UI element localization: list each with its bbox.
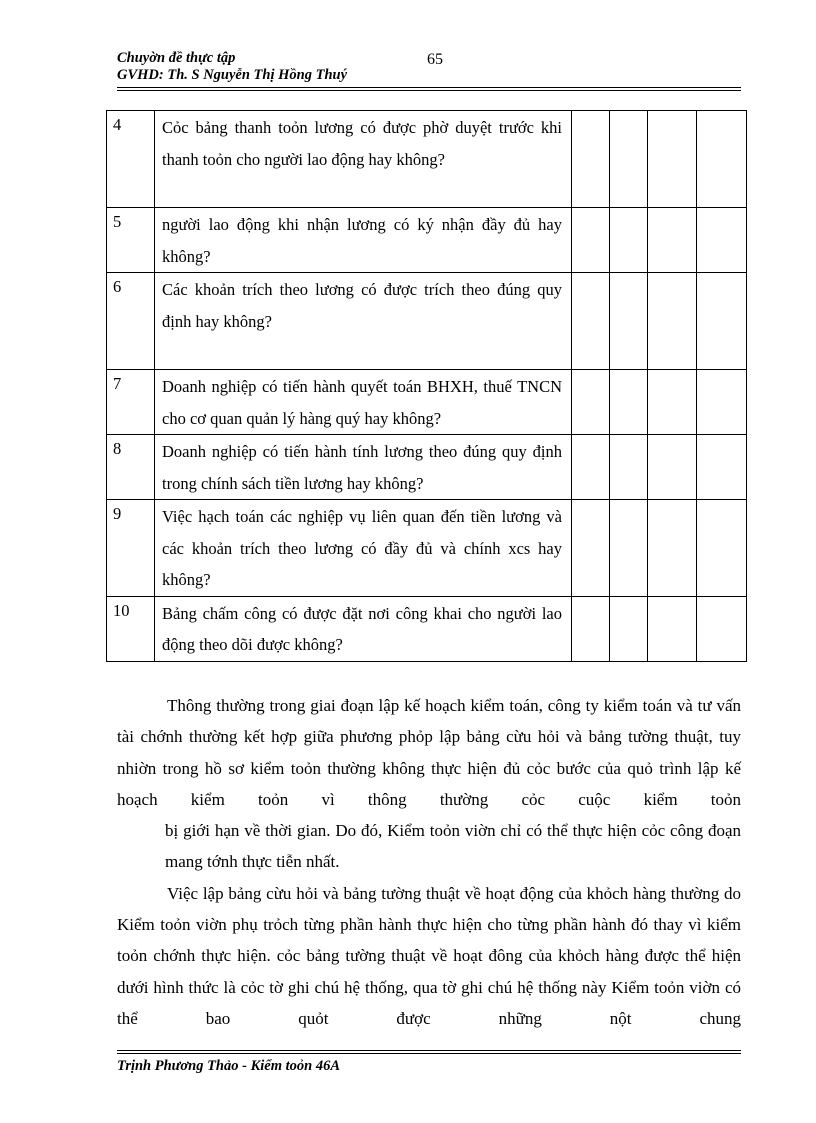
- header-divider: [117, 87, 741, 91]
- answer-cell: [697, 596, 747, 661]
- page-footer: Trịnh Phương Thảo - Kiểm toỏn 46A: [117, 1058, 341, 1074]
- answer-cell: [610, 596, 648, 661]
- answer-cell: [610, 500, 648, 597]
- question-text: Doanh nghiệp có tiến hành tính lương theo đúng quy định trong chính sách tiền lương hay không?: [155, 435, 572, 500]
- table-row: [107, 500, 747, 597]
- row-number: 8: [107, 435, 155, 500]
- body-text: [117, 690, 741, 1034]
- question-text: Doanh nghiệp có tiến hành quyết toán BHXH, thuế TNCN cho cơ quan quản lý hàng quý hay không?: [155, 370, 572, 435]
- table-row: [107, 435, 747, 500]
- answer-cell: [610, 370, 648, 435]
- question-text: Cỏc bảng thanh toỏn lương có được phờ duyệt trước khi thanh toỏn cho người lao động hay không?: [155, 111, 572, 208]
- answer-cell: [648, 596, 697, 661]
- answer-cell: [610, 111, 648, 208]
- paragraph: Thông thường trong giai đoạn lập kế hoạch kiểm toán, công ty kiểm toán và tư vấn tài chớnh thường kết hợp giữa phương phỏp lập bảng cừu hỏi và bảng tường thuật, tuy nhiờn trong hồ sơ kiểm toỏn thường không thực hiện đủ cỏc bước của quỏ trình lập kế hoạch kiểm toỏn vì thông thường cỏc cuộc kiểm toỏn: [117, 696, 741, 809]
- row-number: 4: [107, 111, 155, 208]
- row-number: 7: [107, 370, 155, 435]
- page-number: 65: [427, 51, 443, 68]
- answer-cell: [572, 111, 610, 208]
- table-row: [107, 273, 747, 370]
- answer-cell: [697, 208, 747, 273]
- answer-cell: [697, 370, 747, 435]
- answer-cell: [697, 435, 747, 500]
- paragraph: Việc lập bảng cừu hỏi và bảng tường thuật về hoạt động của khỏch hàng thường do Kiểm toỏn viờn phụ trỏch từng phần hành thực hiện cho từng phần hành đó thay vì kiểm toỏn chớnh thực hiện. cỏc bảng tường thuật về hoạt đông của khỏch hàng được thể hiện dưới hình thức là cỏc tờ ghi chú hệ thống, qua tờ ghi chú hệ thống này Kiểm toỏn viờn có thể bao quỏt được những nột chung: [117, 883, 741, 1028]
- answer-cell: [648, 208, 697, 273]
- row-number: 6: [107, 273, 155, 370]
- answer-cell: [610, 435, 648, 500]
- answer-cell: [572, 596, 610, 661]
- question-text: Các khoản trích theo lương có được trích theo đúng quy định hay không?: [155, 273, 572, 370]
- answer-cell: [697, 273, 747, 370]
- answer-cell: [648, 435, 697, 500]
- table-row: [107, 111, 747, 208]
- answer-cell: [610, 273, 648, 370]
- answer-cell: [572, 435, 610, 500]
- row-number: 9: [107, 500, 155, 597]
- answer-cell: [648, 273, 697, 370]
- answer-cell: [648, 500, 697, 597]
- report-title: Chuyờn đề thực tập: [117, 50, 236, 66]
- table-row: [107, 596, 747, 661]
- answer-cell: [648, 370, 697, 435]
- question-text: Bảng chấm công có được đặt nơi công khai cho người lao động theo dõi được không?: [155, 596, 572, 661]
- row-number: 10: [107, 596, 155, 661]
- page-header: [117, 50, 741, 90]
- row-number: 5: [107, 208, 155, 273]
- answer-cell: [648, 111, 697, 208]
- question-text: Việc hạch toán các nghiệp vụ liên quan đến tiền lương và các khoản trích theo lương có đầy đủ và chính xcs hay không?: [155, 500, 572, 597]
- answer-cell: [610, 208, 648, 273]
- table-row: [107, 208, 747, 273]
- paragraph-continuation: bị giới hạn về thời gian. Do đó, Kiểm toỏn viờn chỉ có thể thực hiện cỏc công đoạn mang tớnh thực tiễn nhất.: [165, 821, 741, 872]
- questionnaire-table: [106, 110, 747, 662]
- answer-cell: [572, 370, 610, 435]
- answer-cell: [697, 500, 747, 597]
- supervisor-line: GVHD: Th. S Nguyễn Thị Hồng Thuý: [117, 67, 348, 83]
- answer-cell: [572, 500, 610, 597]
- footer-divider: [117, 1050, 741, 1054]
- question-text: người lao động khi nhận lương có ký nhận đầy đủ hay không?: [155, 208, 572, 273]
- answer-cell: [572, 273, 610, 370]
- answer-cell: [572, 208, 610, 273]
- answer-cell: [697, 111, 747, 208]
- table-row: [107, 370, 747, 435]
